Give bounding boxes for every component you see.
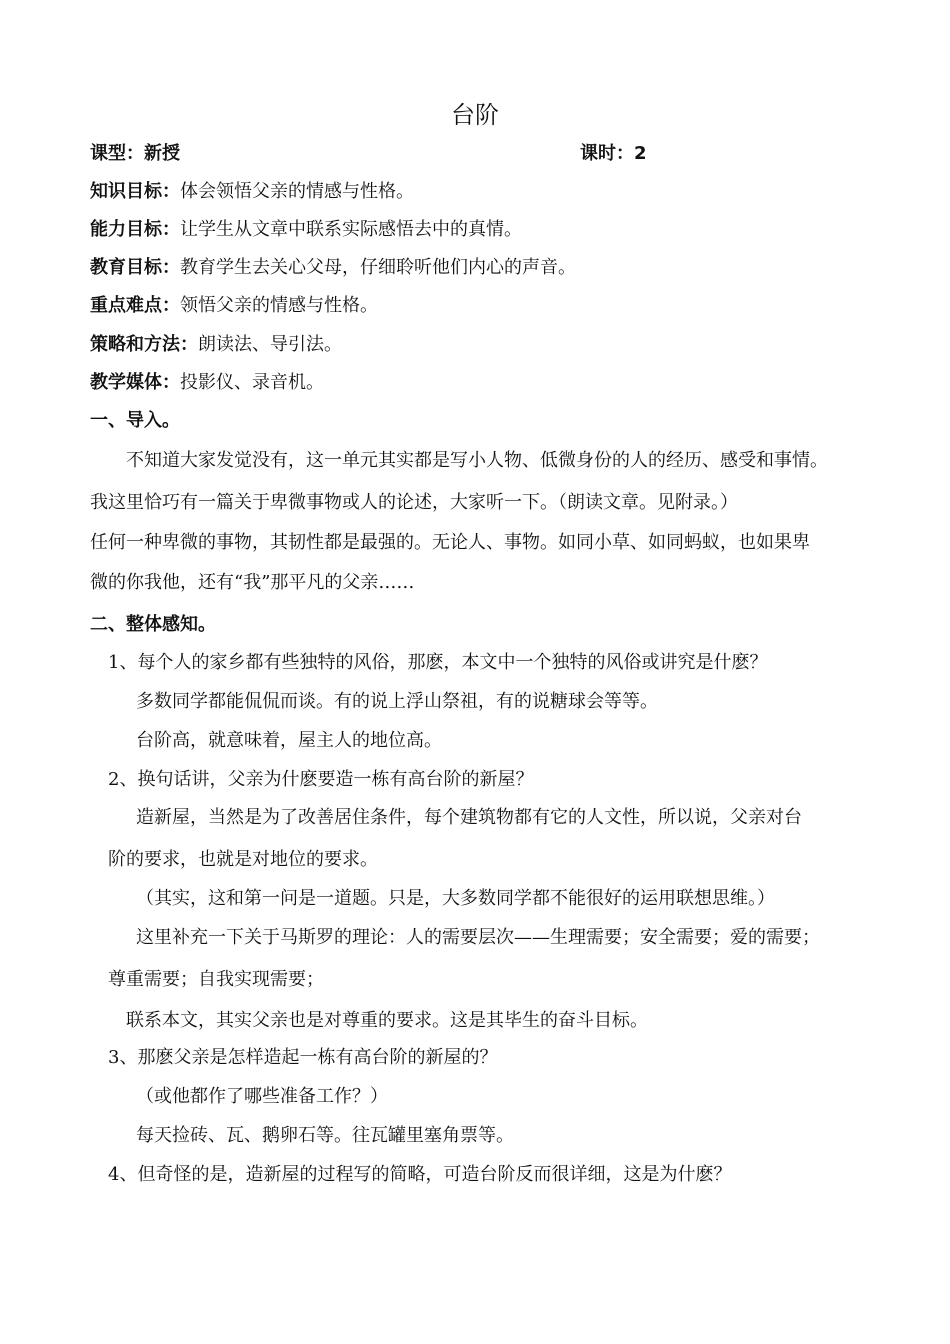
question-line: 2、换句话讲，父亲为什麽要造一栋有高台阶的新屋？ xyxy=(108,769,534,790)
answer-line: 多数同学都能侃侃而谈。有的说上浮山祭祖，有的说糖球会等等。 xyxy=(136,691,658,712)
lesson-type-row xyxy=(90,142,180,166)
answer-line: （或他都作了哪些准备工作？） xyxy=(136,1086,388,1107)
answer-line: 每天捡砖、瓦、鹅卵石等。往瓦罐里塞角票等。 xyxy=(136,1125,514,1146)
section-heading-intro: 一、导入。 xyxy=(90,410,180,431)
paragraph-line: 微的你我他，还有“我”那平凡的父亲…… xyxy=(90,572,415,593)
question-line: 1、每个人的家乡都有些独特的风俗，那麽，本文中一个独特的风俗或讲究是什麽？ xyxy=(108,652,768,673)
objective-label: 教学媒体： xyxy=(90,372,180,393)
lesson-type-value: 新授 xyxy=(144,143,180,164)
answer-line: （其实，这和第一问是一道题。只是，大多数同学都不能很好的运用联想思维。） xyxy=(136,888,775,909)
paragraph-line: 任何一种卑微的事物，其韧性都是最强的。无论人、事物。如同小草、如同蚂蚁，也如果卑 xyxy=(90,532,810,553)
objective-text: 让学生从文章中联系实际感悟去中的真情。 xyxy=(180,219,522,240)
objective-media xyxy=(90,371,324,395)
objective-education xyxy=(90,256,576,280)
lesson-hours-row xyxy=(580,142,647,166)
objective-label: 知识目标： xyxy=(90,181,180,202)
objective-knowledge xyxy=(90,180,414,204)
answer-line: 尊重需要；自我实现需要； xyxy=(108,969,324,990)
lesson-type-label: 课型： xyxy=(90,143,144,164)
paragraph-line: 不知道大家发觉没有，这一单元其实都是写小人物、低微身份的人的经历、感受和事情。 xyxy=(126,450,828,471)
paragraph-line: 我这里恰巧有一篇关于卑微事物或人的论述，大家听一下。（朗读文章。见附录。） xyxy=(90,492,738,513)
question-line: 4、但奇怪的是，造新屋的过程写的简略，可造台阶反而很详细，这是为什麽？ xyxy=(108,1164,732,1185)
objective-text: 教育学生去关心父母，仔细聆听他们内心的声音。 xyxy=(180,257,576,278)
objective-label: 教育目标： xyxy=(90,257,180,278)
answer-line: 台阶高，就意味着，屋主人的地位高。 xyxy=(136,730,442,751)
objective-label: 策略和方法： xyxy=(90,334,198,355)
objective-text: 体会领悟父亲的情感与性格。 xyxy=(180,181,414,202)
answer-line: 阶的要求，也就是对地位的要求。 xyxy=(108,849,378,870)
section-heading-overview: 二、整体感知。 xyxy=(90,614,216,635)
objective-ability xyxy=(90,218,522,242)
answer-line: 造新屋，当然是为了改善居住条件，每个建筑物都有它的人文性，所以说，父亲对台 xyxy=(136,807,802,828)
objective-text: 投影仪、录音机。 xyxy=(180,372,324,393)
objective-text: 朗读法、导引法。 xyxy=(198,334,342,355)
objective-text: 领悟父亲的情感与性格。 xyxy=(180,295,378,316)
page-title: 台阶 xyxy=(451,101,499,129)
objective-label: 能力目标： xyxy=(90,219,180,240)
question-line: 3、那麽父亲是怎样造起一栋有高台阶的新屋的？ xyxy=(108,1047,498,1068)
answer-line: 这里补充一下关于马斯罗的理论：人的需要层次——生理需要；安全需要；爱的需要； xyxy=(136,927,820,948)
objective-strategy xyxy=(90,333,342,357)
answer-line: 联系本文，其实父亲也是对尊重的要求。这是其毕生的奋斗目标。 xyxy=(126,1010,648,1031)
lesson-hours-value: 2 xyxy=(634,143,647,164)
lesson-hours-label: 课时： xyxy=(580,143,634,164)
objective-label: 重点难点： xyxy=(90,295,180,316)
objective-key-points xyxy=(90,294,378,318)
